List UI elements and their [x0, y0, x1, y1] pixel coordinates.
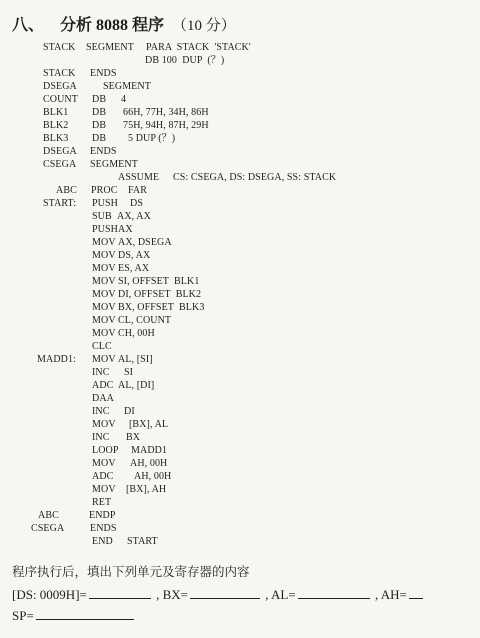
code-operands: AH, 00H	[134, 471, 172, 482]
code-operands: AL, [DI]	[118, 380, 155, 391]
code-operands: CL, COUNT	[118, 315, 172, 326]
code-label: CSEGA	[31, 523, 65, 534]
code-mnemonic: DB	[92, 120, 107, 131]
code-mnemonic: INC	[92, 406, 110, 417]
section-number: 八、	[12, 17, 45, 34]
code-operands: ES, AX	[118, 263, 150, 274]
code-mnemonic: MOV	[92, 484, 116, 495]
code-label: BLK3	[43, 133, 69, 144]
ds-answer-blank[interactable]	[89, 586, 151, 599]
bx-label: , BX=	[156, 587, 188, 602]
code-mnemonic: PUSH	[92, 224, 118, 235]
code-mnemonic: SEGMENT	[86, 42, 134, 53]
code-mnemonic: INC	[92, 432, 110, 443]
code-mnemonic: END	[92, 536, 113, 547]
code-operands: BX, OFFSET BLK3	[118, 302, 205, 313]
code-label: COUNT	[43, 94, 78, 105]
code-mnemonic: DAA	[92, 393, 114, 404]
code-mnemonic: MOV	[92, 250, 116, 261]
code-label: BLK1	[43, 107, 69, 118]
code-mnemonic: ENDS	[90, 146, 117, 157]
code-mnemonic: DB	[92, 133, 107, 144]
code-mnemonic: DB	[92, 94, 107, 105]
code-label: ABC	[56, 185, 77, 196]
question-prompt: 程序执行后，填出下列单元及寄存器的内容	[12, 564, 250, 579]
al-label: , AL=	[265, 587, 296, 602]
answer-row-1	[12, 586, 425, 603]
code-label: ABC	[38, 510, 59, 521]
code-mnemonic: SEGMENT	[90, 159, 138, 170]
code-mnemonic: CLC	[92, 341, 112, 352]
al-answer-blank[interactable]	[298, 586, 370, 599]
code-mnemonic: ADC	[92, 471, 114, 482]
code-operands: DI	[124, 406, 135, 417]
code-operands: AL, [SI]	[118, 354, 153, 365]
code-mnemonic: MOV	[92, 458, 116, 469]
code-mnemonic: ENDS	[90, 523, 117, 534]
code-mnemonic: DB	[92, 107, 107, 118]
code-mnemonic: MOV	[92, 419, 116, 430]
code-label: DSEGA	[43, 146, 77, 157]
code-operands: 75H, 94H, 87H, 29H	[123, 120, 209, 131]
code-operands: FAR	[128, 185, 148, 196]
code-mnemonic: ADC	[92, 380, 114, 391]
code-mnemonic: INC	[92, 367, 110, 378]
code-mnemonic: RET	[92, 497, 112, 508]
code-operands: AH, 00H	[130, 458, 168, 469]
code-mnemonic: SUB	[92, 211, 112, 222]
code-mnemonic: MOV	[92, 315, 116, 326]
code-mnemonic: MOV	[92, 354, 116, 365]
code-mnemonic: PROC	[91, 185, 118, 196]
code-mnemonic: ENDS	[90, 68, 117, 79]
ah-answer-blank[interactable]	[409, 586, 423, 599]
code-operands: PARA STACK 'STACK'	[146, 42, 251, 53]
code-operands: CS: CSEGA, DS: DSEGA, SS: STACK	[173, 172, 337, 183]
code-operands: 5 DUP (？)	[128, 133, 176, 144]
question-title: 分析 8088 程序	[60, 17, 165, 34]
sp-label: SP=	[12, 608, 34, 623]
code-operands: [BX], AL	[129, 419, 169, 430]
code-operands: BX	[126, 432, 141, 443]
code-operands: 66H, 77H, 34H, 86H	[123, 107, 209, 118]
code-operands: DS	[130, 198, 143, 209]
code-operands: SI, OFFSET BLK1	[118, 276, 200, 287]
code-operands: SI	[124, 367, 134, 378]
code-label: BLK2	[43, 120, 69, 131]
code-label: DSEGA	[43, 81, 77, 92]
ds-label: [DS: 0009H]=	[12, 587, 87, 602]
code-mnemonic: MOV	[92, 276, 116, 287]
code-operands: DI, OFFSET BLK2	[118, 289, 202, 300]
code-operands: START	[127, 536, 158, 547]
code-operands: [BX], AH	[126, 484, 167, 495]
code-label: START:	[43, 198, 77, 209]
code-mnemonic: MOV	[92, 328, 116, 339]
code-mnemonic: SEGMENT	[103, 81, 151, 92]
code-operands: CH, 00H	[118, 328, 155, 339]
code-operands: AX	[118, 224, 133, 235]
answer-row-2	[12, 607, 136, 624]
code-label: MADD1:	[37, 354, 76, 365]
code-mnemonic: MOV	[92, 237, 116, 248]
code-mnemonic: ASSUME	[118, 172, 160, 183]
code-mnemonic: MOV	[92, 263, 116, 274]
code-operands: AX, DSEGA	[118, 237, 172, 248]
code-mnemonic: ENDP	[89, 510, 116, 521]
code-operands: MADD1	[131, 445, 168, 456]
code-mnemonic: LOOP	[92, 445, 119, 456]
code-label: CSEGA	[43, 159, 77, 170]
ah-label: , AH=	[374, 587, 407, 602]
code-mnemonic: PUSH	[92, 198, 118, 209]
code-mnemonic: MOV	[92, 289, 116, 300]
code-operands: 4	[121, 94, 127, 105]
code-operands: DS, AX	[118, 250, 151, 261]
code-operands: DB 100 DUP (？)	[145, 55, 225, 66]
code-operands: AX, AX	[117, 211, 151, 222]
code-label: STACK	[43, 42, 76, 53]
question-points: （10 分）	[172, 18, 236, 34]
code-mnemonic: MOV	[92, 302, 116, 313]
code-label: STACK	[43, 68, 76, 79]
bx-answer-blank[interactable]	[190, 586, 260, 599]
sp-answer-blank[interactable]	[36, 607, 134, 620]
